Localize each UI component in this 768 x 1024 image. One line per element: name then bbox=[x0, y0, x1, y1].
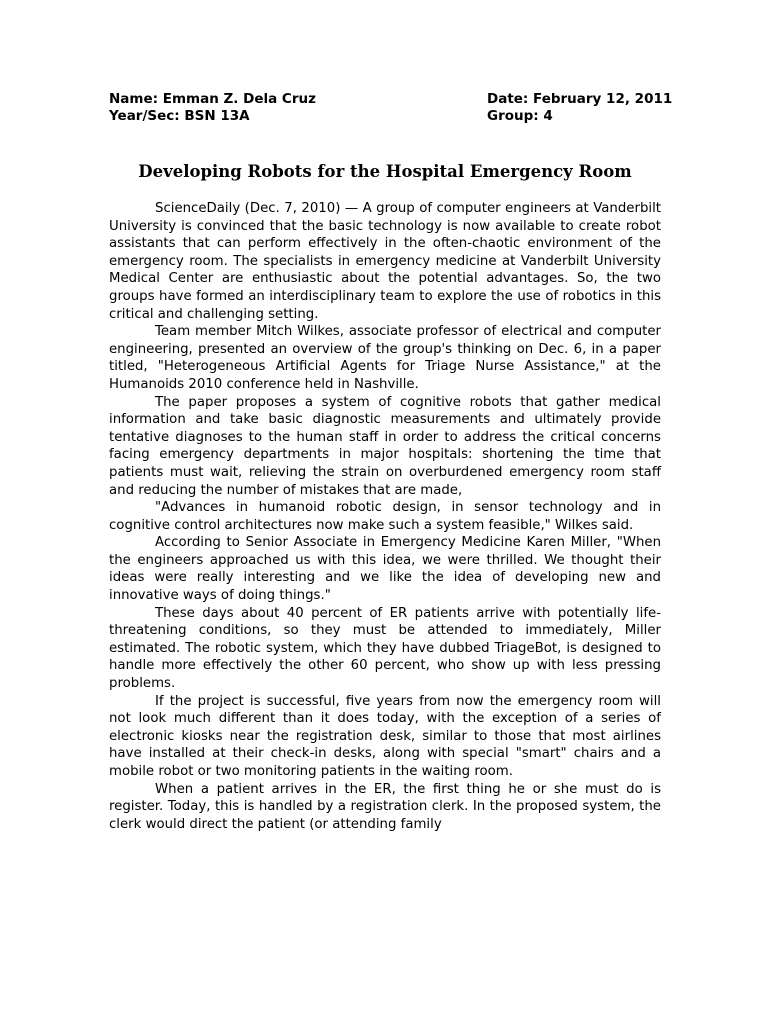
paragraph: "Advances in humanoid robotic design, in sensor technology and in cognitive control architectures now make such a system feasible," Wilkes said. bbox=[109, 500, 661, 533]
group-number: Group: 4 bbox=[487, 108, 553, 124]
document-header bbox=[109, 91, 673, 125]
paragraph: ScienceDaily (Dec. 7, 2010) — A group of computer engineers at Vanderbilt University is convinced that the basic technology is now available to create robot assistants that can perform effectively in the often-chaotic environment of the emergency room. The specialists in emergency medicine at Vanderbilt University Medical Center are enthusiastic about the potential advantages. So, the two groups have formed an interdisciplinary team to explore the use of robotics in this critical and challenging setting. bbox=[109, 201, 661, 322]
paragraph: These days about 40 percent of ER patients arrive with potentially life-threatening conditions, so they must be attended to immediately, Miller estimated. The robotic system, which they have dubbed TriageBot, is designed to handle more effectively the other 60 percent, who show up with less pressing problems. bbox=[109, 605, 661, 692]
paragraph: According to Senior Associate in Emergency Medicine Karen Miller, "When the engineers approached us with this idea, we were thrilled. We thought their ideas were really interesting and we like the idea of developing new and innovative ways of doing things." bbox=[109, 535, 661, 604]
paragraph: When a patient arrives in the ER, the first thing he or she must do is register. Today, this is handled by a registration clerk. In the proposed system, the clerk would direct the patient (or attending family bbox=[109, 781, 661, 832]
document-title: Developing Robots for the Hospital Emergency Room bbox=[138, 162, 632, 181]
paragraph: The paper proposes a system of cognitive robots that gather medical information and take basic diagnostic measurements and ultimately provide tentative diagnoses to the human staff in order to address the critical concerns facing emergency departments in major hospitals: shortening the time that patients must wait, relieving the strain on overburdened emergency room staff and reducing the number of mistakes that are made, bbox=[109, 394, 661, 498]
paragraph: If the project is successful, five years from now the emergency room will not look much different than it does today, with the exception of a series of electronic kiosks near the registration desk, similar to those that most airlines have installed at their check-in desks, along with special "smart" chairs and a mobile robot or two monitoring patients in the waiting room. bbox=[109, 693, 661, 779]
article-body bbox=[109, 200, 661, 833]
student-name: Name: Emman Z. Dela Cruz bbox=[109, 91, 316, 107]
header-row-1 bbox=[109, 91, 673, 108]
year-section: Year/Sec: BSN 13A bbox=[109, 108, 250, 124]
header-row-2 bbox=[109, 108, 661, 125]
submission-date: Date: February 12, 2011 bbox=[487, 91, 673, 107]
paragraph: Team member Mitch Wilkes, associate professor of electrical and computer engineering, presented an overview of the group's thinking on Dec. 6, in a paper titled, "Heterogeneous Artificial Agents for Triage Nurse Assistance," at the Humanoids 2010 conference held in Nashville. bbox=[109, 324, 661, 392]
